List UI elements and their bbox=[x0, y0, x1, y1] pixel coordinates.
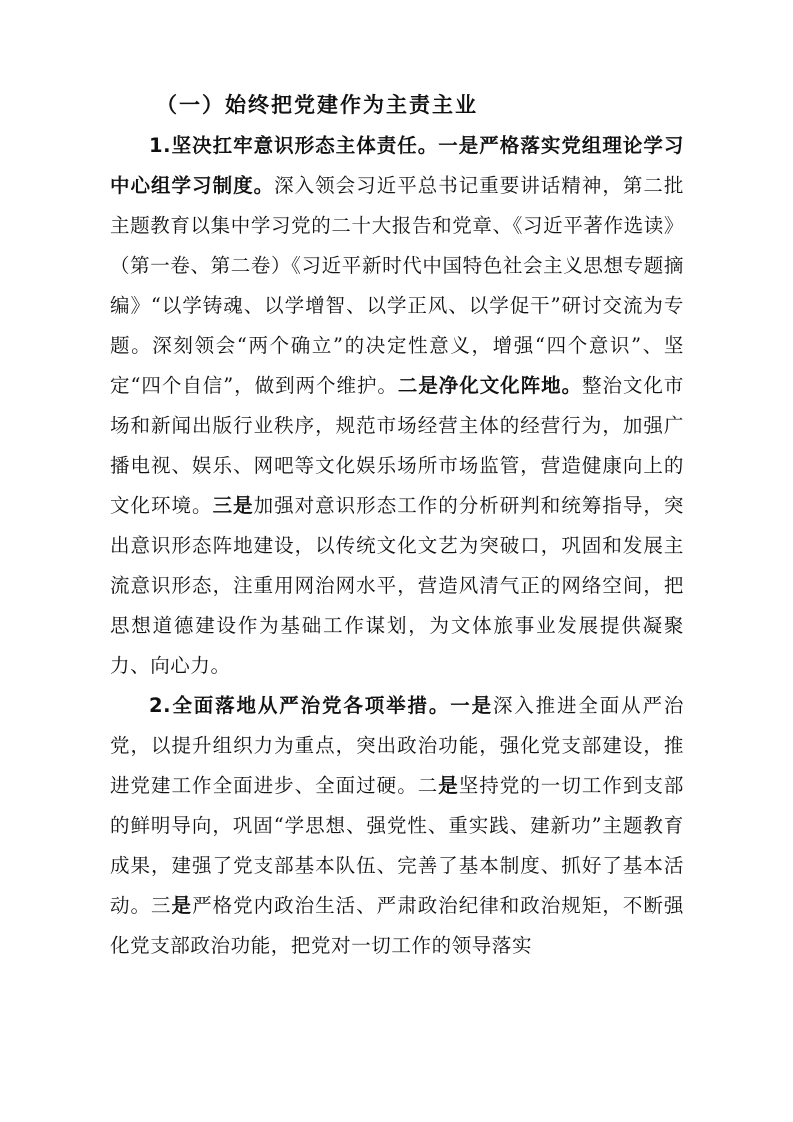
bold-run: 三是 bbox=[212, 494, 254, 517]
text-run: 深入推进全面从严治党，以提升组织力为重点，突出政治功能，强化党支部建设，推进党建工作全面进步、全面过硬。二 bbox=[110, 694, 684, 797]
bold-run: 一是严格落实党组理论学习中心组学习制度。 bbox=[110, 134, 685, 197]
text-run: 坚持党的一切工作到支部的鲜明导向，巩固“学思想、强党性、重实践、建新功”主题教育成果，建强了党支部基本队伍、完善了基本制度、抓好了基本活动。三 bbox=[110, 774, 684, 917]
text-run: 加强对意识形态工作的分析研判和统筹指导，突出意识形态阵地建设，以传统文化文艺为突破口，巩固和发展主流意识形态，注重用网治网水平，营造风清气正的网络空间，把思想道德建设作为基础工作谋划，为文体旅事业发展提供凝聚力、向心力。 bbox=[110, 494, 684, 677]
bold-run: 二是净化文化阵地。 bbox=[397, 374, 583, 397]
text-run: 整治文化市场和新闻出版行业秩序，规范市场经营主体的经营行为，加强广播电视、娱乐、网吧等文化娱乐场所市场监管，营造健康向上的文化环境。 bbox=[110, 374, 684, 517]
bold-run: 1.坚决扛牢意识形态主体责任。 bbox=[149, 134, 439, 157]
bold-run: 是 bbox=[438, 774, 459, 797]
document-body bbox=[110, 84, 684, 966]
text-run: 深入领会习近平总书记重要讲话精神，第二批主题教育以集中学习党的二十大报告和党章、《习近平著作选读》（第一卷、第二卷）《习近平新时代中国特色社会主义思想专题摘编》“以学铸魂、以学增智、以学正风、以学促干”研讨交流为专题。深刻领会“两个确立”的决定性意义，增强“四个意识”、坚定“四个自信”，做到两个维护。 bbox=[110, 174, 684, 397]
paragraph-2 bbox=[110, 686, 684, 966]
section-heading: （一）始终把党建作为主责主业 bbox=[156, 93, 478, 117]
text-run: 严格党内政治生活、严肃政治纪律和政治规矩，不断强化党支部政治功能，把党对一切工作的领导落实 bbox=[110, 894, 684, 957]
bold-run: 一是 bbox=[450, 694, 493, 717]
bold-run: 是 bbox=[171, 894, 193, 917]
paragraph-1 bbox=[110, 126, 684, 686]
bold-run: 2.全面落地从严治党各项举措。 bbox=[149, 694, 451, 717]
